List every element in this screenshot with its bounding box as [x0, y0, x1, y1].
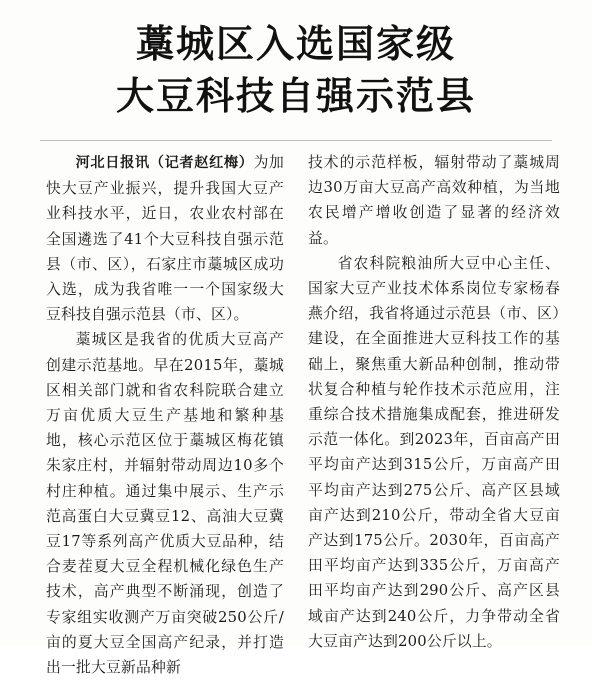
headline-line-1: 藁城区入选国家级 — [135, 22, 456, 66]
article-column-left — [46, 150, 284, 680]
article-headline — [0, 18, 592, 122]
byline: 河北日报讯（记者赵红梅） — [75, 155, 254, 171]
paragraph-2-continued: 技术的示范样板，辐射带动了藁城周边30万亩大豆高产高效种植，为当地农民增产增收创造了显著的经济效益。 — [308, 154, 560, 247]
lead-text: 为加快大豆产业振兴，提升我国大豆产业科技水平，近日，农业农村部在全国遴选了41个大豆科技自强示范县（市、区），石家庄市藁城区成功入选，成为我省唯一一个国家级大豆科技自强示范县（市、区）。 — [46, 154, 284, 324]
headline-divider — [40, 140, 552, 141]
paragraph-3: 省农科院粮油所大豆中心主任、国家大豆产业技术体系岗位专家杨春燕介绍，我省将通过示范县（市、区）建设，在全面推进大豆科技工作的基础上，聚焦重大新品种创制，推动带状复合种植与轮作技术示范应用，注重综合技术措施集成配套，推进研发示范一体化。到2023年，百亩高产田平均亩产达到315公斤，万亩高产田平均亩产达到275公斤、高产区县域亩产达到210公斤，带动全省大豆亩产达到175公斤。2030年，百亩高产田平均亩产达到335公斤，万亩高产田平均亩产达到290公斤、高产区县域亩产达到240公斤，力争带动全省大豆亩产达到200公斤以上。 — [308, 254, 560, 650]
paragraph-lead — [46, 150, 284, 327]
paragraph-2: 藁城区是我省的优质大豆高产创建示范基地。早在2015年，藁城区相关部门就和省农科院联合建立万亩优质大豆生产基地和繁种基地，核心示范区位于藁城区梅花镇朱家庄村，并辐射带动周边10多个村庄种植。通过集中展示、生产示范高蛋白大豆冀豆12、高油大豆冀豆17等系列高产优质大豆品种，结合麦茬夏大豆全程机械化绿色生产技术，高产典型不断涌现，创造了专家组实收测产万亩突破250公斤/亩的夏大豆全国高产纪录，并打造出一批大豆新品种新 — [46, 331, 284, 677]
headline-line-2: 大豆科技自强示范县 — [115, 74, 476, 118]
article-column-right — [308, 150, 560, 654]
